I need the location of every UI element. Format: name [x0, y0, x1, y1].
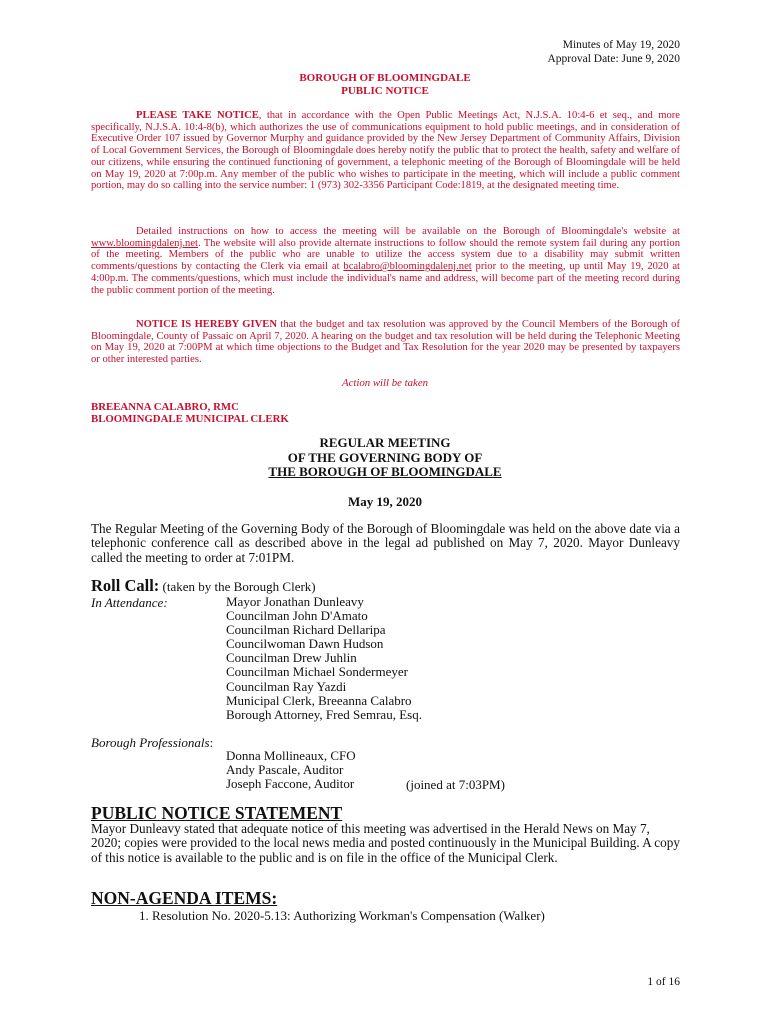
public-notice-statement-heading: PUBLIC NOTICE STATEMENT [91, 803, 343, 823]
joined-note: (joined at 7:03PM) [406, 777, 505, 792]
attendee: Councilman Michael Sondermeyer [226, 664, 408, 680]
meeting-date: May 19, 2020 [347, 494, 423, 509]
attendee: Councilman Drew Juhlin [226, 650, 357, 666]
notice-lead: PLEASE TAKE NOTICE [136, 110, 259, 121]
minutes-date: Minutes of May 19, 2020 [562, 39, 680, 51]
roll-call-title: Roll Call: [91, 576, 160, 595]
notice-borough-title: BOROUGH OF BLOOMINGDALE [299, 72, 471, 84]
clerk-email-link[interactable]: bcalabro@bloomingdalenj.net [343, 261, 472, 273]
professionals-label-text: Borough Professionals [91, 735, 210, 750]
notice-text: that the budget and tax resolution was approved by the Council Members of the Borough of Bloomingdale, County of Passaic on April 7, 2020. A hearing on the budget and tax resolution will be held during the Telephonic Meeting on May 19, 2020 at 7:00PM at which time objections to the Budget and Tax Resolution for the year 2020 may be presented by taxpayers or other interested parties. [91, 319, 680, 366]
approval-date: Approval Date: June 9, 2020 [547, 53, 680, 65]
list-item: 1. Resolution No. 2020-5.13: Authorizing Workman's Compensation (Walker) [139, 908, 545, 923]
page-number: 1 of 16 [647, 976, 680, 988]
notice-text: prior to the meeting, up until May 19, 2020 at 4:00p.m. The comments/questions, which must include the individual's name and address, will become part of the meeting record during the public comment portion of the meeting. [91, 261, 680, 296]
professionals-list [226, 749, 356, 791]
professional: Donna Mollineaux, CFO [226, 748, 356, 763]
attendee: Mayor Jonathan Dunleavy [226, 594, 364, 609]
clerk-signature [91, 401, 289, 425]
notice-lead: NOTICE IS HEREBY GIVEN [136, 319, 278, 330]
attendee: Councilman Ray Yazdi [226, 678, 347, 694]
notice-paragraph-1 [91, 110, 680, 192]
meeting-title [0, 436, 770, 480]
professional: Joseph Faccone, Auditor [226, 776, 355, 792]
meeting-title-line: THE BOROUGH OF BLOOMINGDALE [268, 464, 502, 479]
attendee: Councilman John D'Amato [226, 608, 368, 624]
attendee: Municipal Clerk, Breeanna Calabro [226, 692, 412, 708]
notice-text: , that in accordance with the Open Public Meetings Act, N.J.S.A. 10:4-6 et seq., and more specifically, N.J.S.A. 10:4-8(b), which authorizes the use of communications equipment to hold public meetings, and in consideration of Executive Order 107 issued by Governor Murphy and guidance provided by the New Jersey Department of Community Affairs, Division of Local Government Services, the Borough of Bloomingdale does hereby notify the public that to protect the health, safety and welfare of our citizens, while ensuring the continued functioning of government, a telephonic meeting of the Borough of Bloomingdale will be held on May 19, 2020 at 7:00p.m. Any member of the public who wishes to participate in the meeting, which will include a public comment portion, may do so calling into the service number: 1 (973) 302-3356 Participant Code:1819, at the designated meeting time. [91, 110, 680, 192]
attendance-label: In Attendance: [91, 595, 168, 610]
meeting-title-line: OF THE GOVERNING BODY OF [287, 449, 483, 465]
clerk-name: BREEANNA CALABRO, RMC [91, 401, 239, 413]
professional: Andy Pascale, Auditor [226, 762, 344, 778]
notice-subtitle: PUBLIC NOTICE [341, 85, 429, 97]
notice-paragraph-3 [91, 319, 680, 366]
notice-text: Detailed instructions on how to access the meeting will be available on the Borough of Bloomingdale's website at [136, 226, 680, 237]
attendee: Councilman Richard Dellaripa [226, 622, 386, 638]
roll-call-note: (taken by the Borough Clerk) [159, 579, 316, 594]
attendee-list [226, 595, 422, 722]
action-note: Action will be taken [341, 377, 429, 389]
professionals-colon: : [209, 735, 214, 750]
meeting-title-line: REGULAR MEETING [319, 435, 451, 450]
meeting-intro: The Regular Meeting of the Governing Body of the Borough of Bloomingdale was held on the above date via a telephonic conference call as described above in the legal ad published on May 7, 2020. Mayor Dunleavy called the meeting to order at 7:01PM. [91, 521, 680, 565]
clerk-title: BLOOMINGDALE MUNICIPAL CLERK [91, 413, 289, 425]
document-header [547, 38, 680, 66]
roll-call-heading [91, 576, 316, 596]
website-link[interactable]: www.bloomingdalenj.net [91, 237, 198, 249]
attendee: Borough Attorney, Fred Semrau, Esq. [226, 706, 422, 722]
notice-text: . The website will also provide alternate instructions to follow should the remote system fail during any portion of the meeting. Members of the public who are unable to utilize the access system due to a disability may submit written comments/questions by contacting the Clerk via email at [91, 237, 680, 273]
public-notice-title [0, 72, 770, 98]
notice-paragraph-2 [91, 226, 680, 296]
public-notice-statement-text: Mayor Dunleavy stated that adequate notice of this meeting was advertised in the Herald News on May 7, 2020; copies were provided to the local news media and posted continuously in the Municipal Building. A copy of this notice is available to the public and is on file in the office of the Municipal Clerk. [91, 821, 680, 865]
professionals-label [91, 735, 213, 751]
non-agenda-heading: NON-AGENDA ITEMS: [91, 888, 278, 908]
attendee: Councilwoman Dawn Hudson [226, 636, 384, 652]
